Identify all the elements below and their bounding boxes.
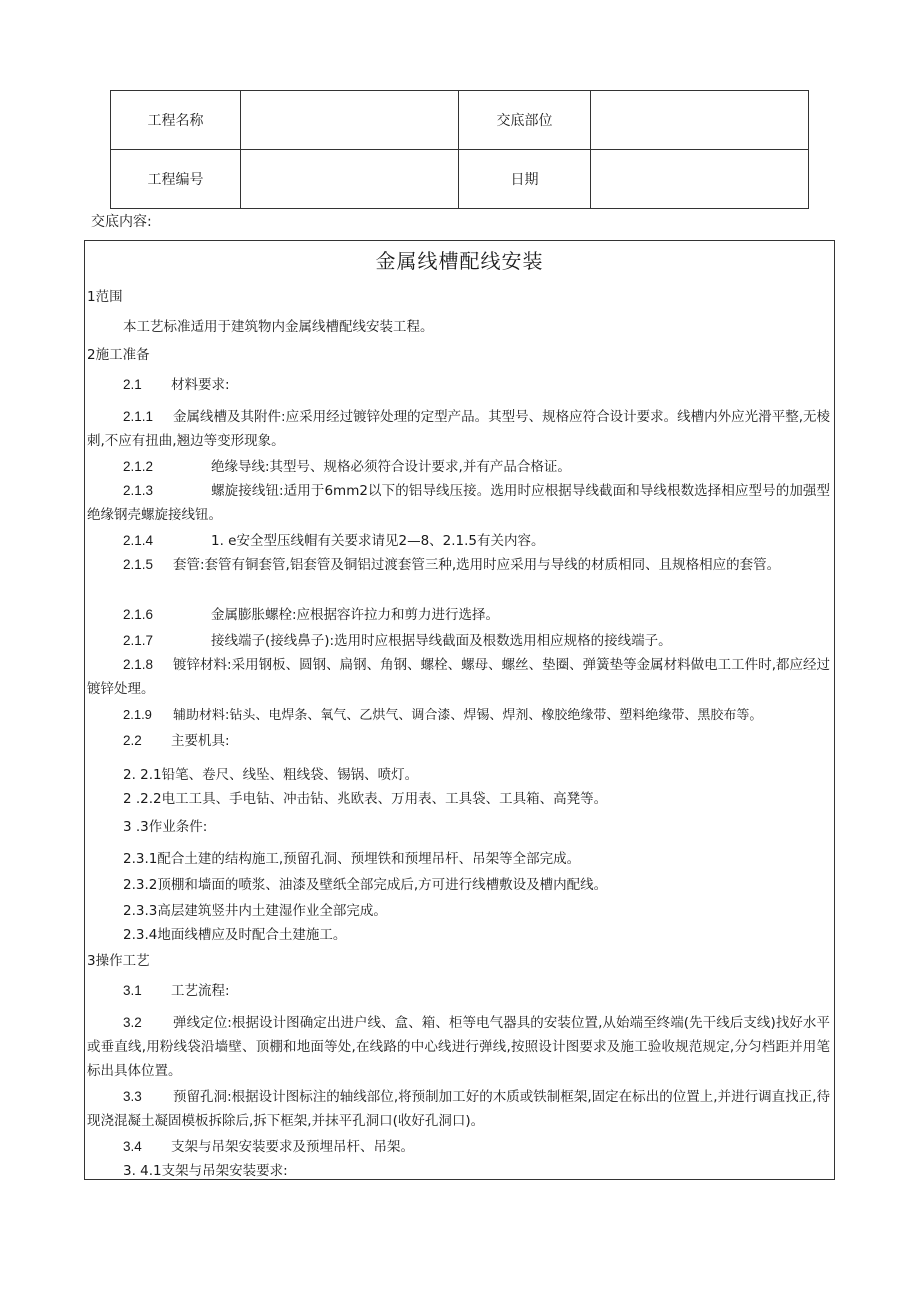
item-3-4-1: 3. 4.1支架与吊架安装要求: (123, 1163, 288, 1179)
content-box (84, 240, 835, 1180)
item-number: 3.1 (123, 983, 142, 998)
item-3-3 (87, 1085, 830, 1133)
item-number: 3.2 (123, 1015, 142, 1030)
item-2-3: 3 .3作业条件: (123, 819, 208, 835)
item-2-2-2: 2 .2.2电工工具、手电钻、冲击钻、兆欧表、万用表、工具袋、工具箱、高凳等。 (123, 791, 608, 807)
item-text: 辅助材料:钻头、电焊条、氧气、乙烘气、调合漆、焊锡、焊剂、橡胶绝缘带、塑料绝缘带、黑胶布等。 (173, 708, 763, 723)
item-number: 2.1 (123, 377, 142, 392)
item-text: 1. e安全型压线帽有关要求请见2—8、2.1.5有关内容。 (211, 533, 545, 549)
item-text: 金属线槽及其附件:应采用经过镀锌处理的定型产品。其型号、规格应符合设计要求。线槽内外应光滑平整,无棱刺,不应有扭曲,翘边等变形现象。 (87, 409, 830, 449)
item-number: 2.1.4 (123, 533, 154, 548)
item-2-1-9 (123, 703, 830, 728)
header-table (110, 90, 809, 209)
item-text: 材料要求: (171, 377, 230, 393)
item-text: 预留孔洞:根据设计图标注的轴线部位,将预制加工好的木质或铁制框架,固定在标出的位置上,并进行调直找正,待现浇混凝土凝固模板拆除后,拆下框架,并抹平孔洞口(收好孔洞口)。 (87, 1089, 830, 1129)
item-3-1 (123, 979, 830, 1003)
item-number: 2.1.3 (123, 483, 154, 498)
item-text: 金属膨胀螺栓:应根据容许拉力和剪力进行选择。 (211, 607, 500, 623)
section-2-heading: 2施工准备 (87, 347, 150, 363)
item-2-1-6 (123, 603, 830, 627)
item-number: 3.4 (123, 1139, 142, 1154)
item-2-3-4: 2.3.4地面线槽应及时配合土建施工。 (123, 927, 347, 943)
item-number: 2.1.6 (123, 607, 154, 622)
item-number: 2.1.1 (123, 409, 154, 424)
item-text: 镀锌材料:采用钢板、圆钢、扁钢、角钢、螺栓、螺母、螺丝、垫圈、弹簧垫等金属材料做电工工件时,都应经过镀锌处理。 (87, 657, 830, 697)
item-number: 2.1.2 (123, 459, 154, 474)
document-title: 金属线槽配线安装 (375, 249, 544, 273)
item-2-2 (123, 729, 830, 753)
part-value[interactable] (591, 91, 809, 150)
item-text: 绝缘导线:其型号、规格必须符合设计要求,并有产品合格证。 (211, 459, 571, 475)
item-3-2 (87, 1011, 830, 1083)
item-text: 主要机具: (171, 733, 230, 749)
item-2-1-4 (123, 529, 830, 553)
item-number: 2.1.7 (123, 633, 154, 648)
item-text: 套管:套管有铜套管,铝套管及铜铝过渡套管三种,选用时应采用与导线的材质相同、且规格相应的套管。 (173, 557, 781, 573)
project-no-label: 工程编号 (111, 150, 241, 209)
item-2-2-1: 2. 2.1铅笔、卷尺、线坠、粗线袋、锡锅、喷灯。 (123, 767, 419, 783)
project-name-value[interactable] (241, 91, 459, 150)
item-text: 弹线定位:根据设计图确定出进户线、盒、箱、柜等电气器具的安装位置,从始端至终端(先干线后支线)找好水平或垂直线,用粉线袋沿墙壁、顶棚和地面等处,在线路的中心线进行弹线,按照设计图要求及施工验收规范规定,分匀档距并用笔标出具体位置。 (87, 1015, 830, 1079)
item-number: 2.1.9 (123, 707, 152, 722)
item-2-1-8 (87, 653, 830, 701)
item-2-1-7 (123, 629, 830, 653)
item-2-1-2 (123, 455, 830, 479)
item-text: 螺旋接线钮:适用于6mm2以下的铝导线压接。选用时应根据导线截面和导线根数选择相应型号的加强型绝缘钢壳螺旋接线钮。 (87, 483, 830, 523)
project-name-label: 工程名称 (111, 91, 241, 150)
item-text: 工艺流程: (171, 983, 230, 999)
item-number: 2.1.8 (123, 657, 154, 672)
item-2-3-1: 2.3.1配合土建的结构施工,预留孔洞、预埋铁和预埋吊杆、吊架等全部完成。 (123, 851, 581, 867)
item-2-1-5 (87, 553, 830, 577)
item-number: 3.3 (123, 1089, 142, 1104)
item-2-1 (123, 373, 830, 397)
item-text: 支架与吊架安装要求及预埋吊杆、吊架。 (171, 1139, 414, 1155)
item-2-1-3 (87, 479, 830, 527)
item-number: 2.2 (123, 733, 142, 748)
item-3-4 (123, 1135, 830, 1159)
section-1-heading: 1范围 (87, 289, 123, 305)
part-label: 交底部位 (459, 91, 591, 150)
date-label: 日期 (459, 150, 591, 209)
item-2-1-1 (87, 405, 830, 453)
intro-label: 交底内容: (91, 214, 152, 230)
item-text: 接线端子(接线鼻子):选用时应根据导线截面及根数选用相应规格的接线端子。 (211, 633, 672, 649)
project-no-value[interactable] (241, 150, 459, 209)
item-2-3-2: 2.3.2顶棚和墙面的喷浆、油漆及壁纸全部完成后,方可进行线槽敷设及槽内配线。 (123, 877, 608, 893)
section-3-heading: 3操作工艺 (87, 953, 150, 969)
section-1-text: 本工艺标准适用于建筑物内金属线槽配线安装工程。 (123, 319, 434, 335)
date-value[interactable] (591, 150, 809, 209)
item-2-3-3: 2.3.3高层建筑竖井内土建湿作业全部完成。 (123, 903, 387, 919)
item-number: 2.1.5 (123, 557, 154, 572)
